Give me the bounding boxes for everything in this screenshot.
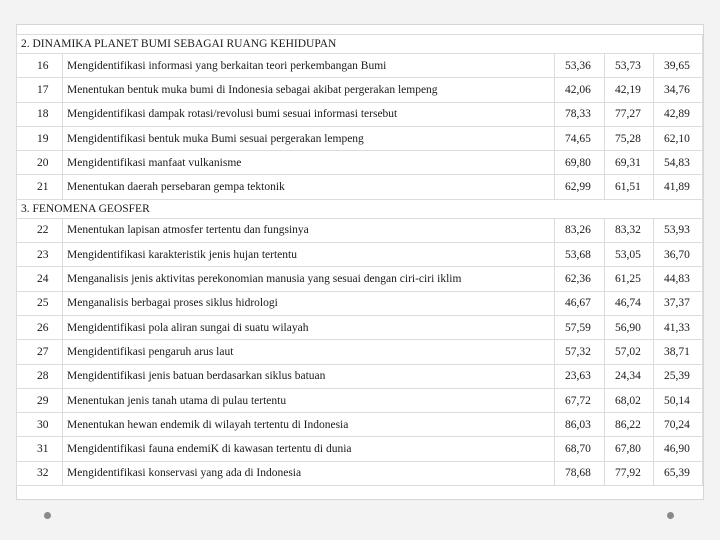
row-description: Menentukan hewan endemik di wilayah tertentu di Indonesia bbox=[63, 413, 555, 437]
row-description: Mengidentifikasi pola aliran sungai di suatu wilayah bbox=[63, 315, 555, 339]
row-value-3: 41,89 bbox=[654, 175, 703, 199]
row-value-2: 53,05 bbox=[605, 243, 654, 267]
row-description: Menentukan lapisan atmosfer tertentu dan fungsinya bbox=[63, 218, 555, 242]
row-value-1: 62,99 bbox=[555, 175, 605, 199]
row-value-3: 53,93 bbox=[654, 218, 703, 242]
row-value-2: 67,80 bbox=[605, 437, 654, 461]
row-number: 26 bbox=[17, 315, 63, 339]
row-description: Mengidentifikasi manfaat vulkanisme bbox=[63, 151, 555, 175]
row-value-1: 83,26 bbox=[555, 218, 605, 242]
row-value-3: 34,76 bbox=[654, 78, 703, 102]
row-value-1: 57,32 bbox=[555, 340, 605, 364]
row-value-1: 67,72 bbox=[555, 388, 605, 412]
section-title: 2. DINAMIKA PLANET BUMI SEBAGAI RUANG KEHIDUPAN bbox=[17, 35, 703, 54]
row-value-2: 77,92 bbox=[605, 461, 654, 485]
row-value-1: 53,68 bbox=[555, 243, 605, 267]
row-value-2: 69,31 bbox=[605, 151, 654, 175]
row-description: Mengidentifikasi karakteristik jenis hujan tertentu bbox=[63, 243, 555, 267]
row-number: 22 bbox=[17, 218, 63, 242]
row-value-2: 61,25 bbox=[605, 267, 654, 291]
row-value-1: 46,67 bbox=[555, 291, 605, 315]
table-row bbox=[17, 78, 703, 102]
row-description: Menganalisis berbagai proses siklus hidrologi bbox=[63, 291, 555, 315]
row-number: 19 bbox=[17, 126, 63, 150]
table-row bbox=[17, 291, 703, 315]
row-value-1: 74,65 bbox=[555, 126, 605, 150]
row-value-2: 53,73 bbox=[605, 54, 654, 78]
row-value-2: 56,90 bbox=[605, 315, 654, 339]
row-description: Mengidentifikasi jenis batuan berdasarkan siklus batuan bbox=[63, 364, 555, 388]
table-row bbox=[17, 151, 703, 175]
row-value-3: 25,39 bbox=[654, 364, 703, 388]
row-description: Mengidentifikasi bentuk muka Bumi sesuai pergerakan lempeng bbox=[63, 126, 555, 150]
row-value-3: 37,37 bbox=[654, 291, 703, 315]
row-value-1: 42,06 bbox=[555, 78, 605, 102]
row-value-3: 39,65 bbox=[654, 54, 703, 78]
row-number: 24 bbox=[17, 267, 63, 291]
table-row bbox=[17, 388, 703, 412]
row-value-1: 78,68 bbox=[555, 461, 605, 485]
row-number: 29 bbox=[17, 388, 63, 412]
row-value-3: 44,83 bbox=[654, 267, 703, 291]
table-row bbox=[17, 102, 703, 126]
row-number: 21 bbox=[17, 175, 63, 199]
table-row bbox=[17, 340, 703, 364]
row-description: Mengidentifikasi konservasi yang ada di Indonesia bbox=[63, 461, 555, 485]
row-value-2: 75,28 bbox=[605, 126, 654, 150]
table-row bbox=[17, 413, 703, 437]
row-value-2: 61,51 bbox=[605, 175, 654, 199]
row-number: 25 bbox=[17, 291, 63, 315]
row-number: 30 bbox=[17, 413, 63, 437]
table-row bbox=[17, 54, 703, 78]
left-bullet-dot bbox=[44, 512, 51, 519]
row-value-3: 54,83 bbox=[654, 151, 703, 175]
row-description: Mengidentifikasi pengaruh arus laut bbox=[63, 340, 555, 364]
table-row bbox=[17, 315, 703, 339]
row-description: Menentukan daerah persebaran gempa tektonik bbox=[63, 175, 555, 199]
table-row bbox=[17, 243, 703, 267]
row-value-2: 68,02 bbox=[605, 388, 654, 412]
results-table bbox=[16, 34, 703, 486]
row-description: Menentukan bentuk muka bumi di Indonesia sebagai akibat pergerakan lempeng bbox=[63, 78, 555, 102]
row-number: 17 bbox=[17, 78, 63, 102]
row-value-2: 24,34 bbox=[605, 364, 654, 388]
row-value-2: 77,27 bbox=[605, 102, 654, 126]
row-value-3: 50,14 bbox=[654, 388, 703, 412]
row-value-1: 69,80 bbox=[555, 151, 605, 175]
row-number: 18 bbox=[17, 102, 63, 126]
section-header-row bbox=[17, 199, 703, 218]
table-row bbox=[17, 437, 703, 461]
row-value-2: 86,22 bbox=[605, 413, 654, 437]
row-value-1: 68,70 bbox=[555, 437, 605, 461]
row-number: 23 bbox=[17, 243, 63, 267]
row-value-1: 57,59 bbox=[555, 315, 605, 339]
row-value-2: 57,02 bbox=[605, 340, 654, 364]
row-value-3: 41,33 bbox=[654, 315, 703, 339]
row-value-2: 83,32 bbox=[605, 218, 654, 242]
row-number: 31 bbox=[17, 437, 63, 461]
row-value-1: 62,36 bbox=[555, 267, 605, 291]
row-description: Mengidentifikasi informasi yang berkaitan teori perkembangan Bumi bbox=[63, 54, 555, 78]
row-value-3: 36,70 bbox=[654, 243, 703, 267]
row-number: 27 bbox=[17, 340, 63, 364]
row-value-3: 38,71 bbox=[654, 340, 703, 364]
table-row bbox=[17, 126, 703, 150]
row-value-3: 70,24 bbox=[654, 413, 703, 437]
row-value-1: 53,36 bbox=[555, 54, 605, 78]
row-value-2: 46,74 bbox=[605, 291, 654, 315]
row-description: Mengidentifikasi dampak rotasi/revolusi bumi sesuai informasi tersebut bbox=[63, 102, 555, 126]
table-row bbox=[17, 218, 703, 242]
section-header-row bbox=[17, 35, 703, 54]
row-description: Menentukan jenis tanah utama di pulau tertentu bbox=[63, 388, 555, 412]
table-row bbox=[17, 175, 703, 199]
table-row bbox=[17, 267, 703, 291]
row-value-1: 86,03 bbox=[555, 413, 605, 437]
row-value-2: 42,19 bbox=[605, 78, 654, 102]
row-value-1: 23,63 bbox=[555, 364, 605, 388]
right-bullet-dot bbox=[667, 512, 674, 519]
row-number: 20 bbox=[17, 151, 63, 175]
row-number: 32 bbox=[17, 461, 63, 485]
row-value-1: 78,33 bbox=[555, 102, 605, 126]
row-value-3: 42,89 bbox=[654, 102, 703, 126]
row-value-3: 65,39 bbox=[654, 461, 703, 485]
row-value-3: 46,90 bbox=[654, 437, 703, 461]
row-description: Menganalisis jenis aktivitas perekonomian manusia yang sesuai dengan ciri-ciri iklim bbox=[63, 267, 555, 291]
row-number: 28 bbox=[17, 364, 63, 388]
table-row bbox=[17, 461, 703, 485]
row-description: Mengidentifikasi fauna endemiK di kawasan tertentu di dunia bbox=[63, 437, 555, 461]
results-table-body bbox=[17, 35, 703, 486]
row-number: 16 bbox=[17, 54, 63, 78]
section-title: 3. FENOMENA GEOSFER bbox=[17, 199, 703, 218]
row-value-3: 62,10 bbox=[654, 126, 703, 150]
table-row bbox=[17, 364, 703, 388]
